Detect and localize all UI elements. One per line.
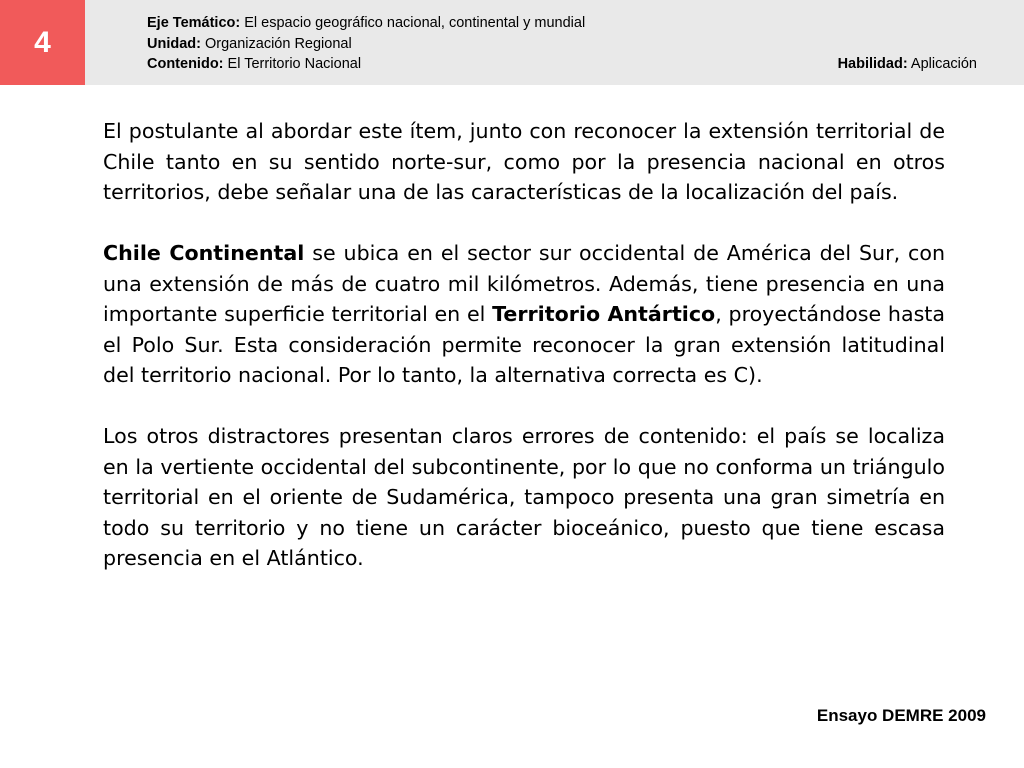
question-metadata	[147, 13, 585, 75]
territorio-antartico-term: Territorio Antártico	[492, 302, 716, 326]
header-bar	[0, 0, 1024, 85]
question-number-badge	[0, 0, 85, 85]
eje-tematico	[147, 13, 585, 34]
unidad	[147, 34, 585, 55]
paragraph-1: El postulante al abordar este ítem, junto con reconocer la extensión territorial de Chile tanto en su sentido norte-sur, como por la presencia nacional en otros territorios, debe señalar una de las características de la localización del país.	[103, 119, 945, 204]
eje-value: El espacio geográfico nacional, continental y mundial	[240, 15, 586, 31]
habilidad	[838, 54, 977, 74]
question-number: 4	[34, 25, 51, 59]
habilidad-value: Aplicación	[907, 56, 977, 72]
explanation-body	[103, 116, 945, 604]
paragraph-3: Los otros distractores presentan claros errores de contenido: el país se localiza en la vertiente occidental del subcontinente, por lo que no conforma un triángulo territorial en el oriente de Sudamérica, tampoco presenta una gran simetría en todo su territorio y no tiene un carácter bioceánico, puesto que tiene escasa presencia en el Atlántico.	[103, 424, 945, 570]
habilidad-label: Habilidad:	[837, 56, 908, 72]
contenido-label: Contenido:	[147, 56, 224, 72]
contenido	[147, 54, 585, 75]
source-footer: Ensayo DEMRE 2009	[816, 706, 986, 725]
paragraph-2-text-2: , proyectándose hasta el Polo Sur. Esta consideración permite reconocer la gran extensión latitudinal del territorio nacional. Por lo tanto, la alternativa correcta es C).	[103, 302, 945, 387]
unidad-label: Unidad:	[147, 35, 201, 52]
chile-continental-term: Chile Continental	[103, 241, 305, 265]
unidad-value: Organización Regional	[200, 35, 352, 52]
eje-label: Eje Temático:	[147, 15, 241, 31]
paragraph-2	[103, 238, 945, 391]
contenido-value: El Territorio Nacional	[223, 56, 362, 72]
paragraph-2-text-1: se ubica en el sector sur occidental de América del Sur, con una extensión de más de cuatro mil kilómetros. Además, tiene presencia en una importante superficie territorial en el	[103, 241, 945, 326]
